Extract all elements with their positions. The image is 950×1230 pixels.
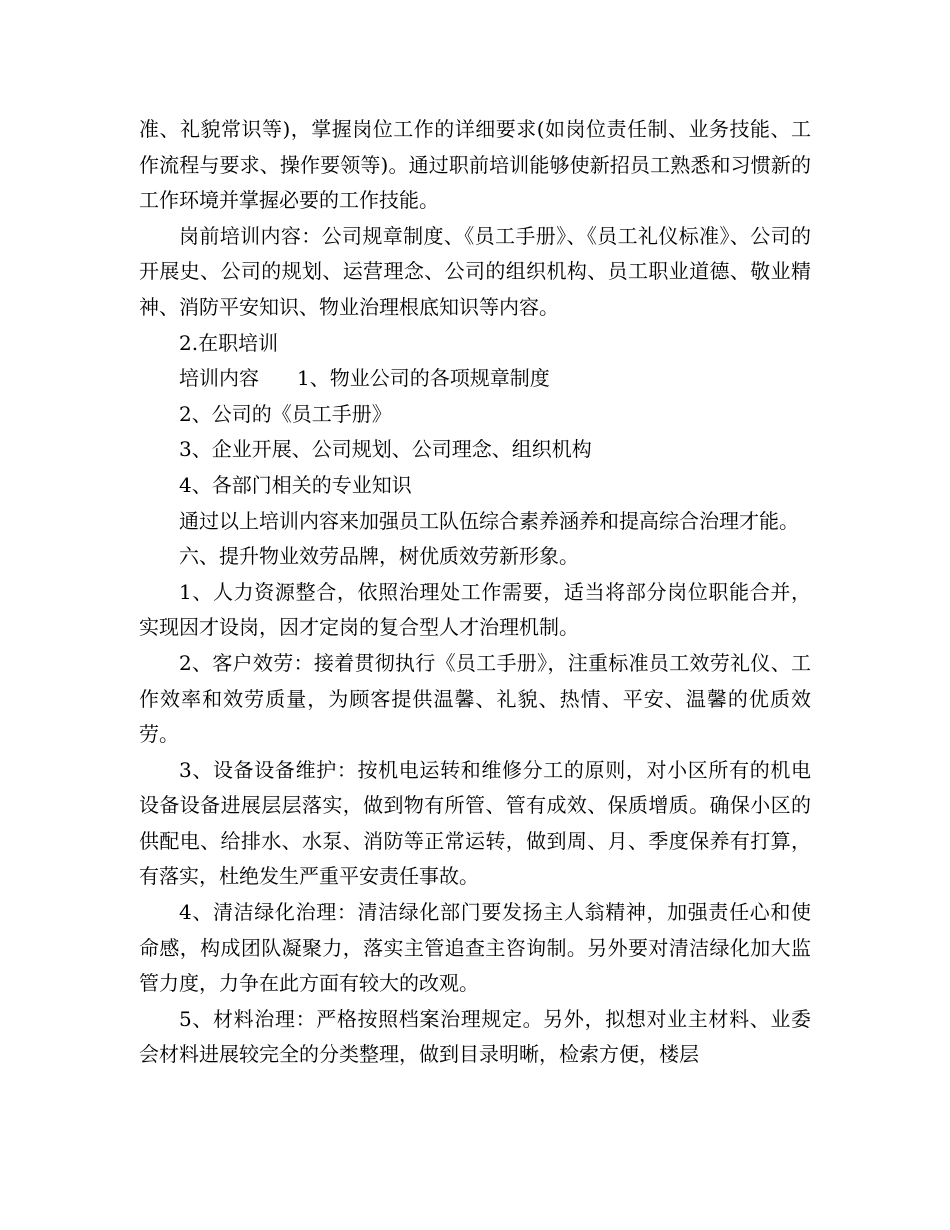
paragraph-training-summary: 通过以上培训内容来加强员工队伍综合素养涵养和提高综合治理才能。 [179, 508, 799, 533]
paragraph-hr-integration: 1、人力资源整合，依照治理处工作需要，适当将部分岗位职能合并，实现因才设岗，因才定岗的复合型人才治理机制。 [139, 579, 811, 640]
training-content-row [139, 361, 811, 397]
paragraph-materials-management: 5、材料治理：严格按照档案治理规定。另外，拟想对业主材料、业委会材料进展较完全的分类整理，做到目录明晰，检索方便，楼层 [139, 1006, 811, 1067]
section-heading-six: 六、提升物业效劳品牌，树优质效劳新形象。 [179, 544, 579, 569]
paragraph-equipment-maintenance: 3、设备设备维护：按机电运转和维修分工的原则，对小区所有的机电设备设备进展层层落实，做到物有所管、管有成效、保质增质。确保小区的供配电、给排水、水泵、消防等正常运转，做到周、月、季度保养有打算，有落实，杜绝发生严重平安责任事故。 [139, 757, 811, 889]
paragraph-cleaning-greening: 4、清洁绿化治理：清洁绿化部门要发扬主人翁精神，加强责任心和使命感，构成团队凝聚力，落实主管追查主咨询制。另外要对清洁绿化加大监管力度，力争在此方面有较大的改观。 [139, 900, 811, 996]
training-content-item-1: 1、物业公司的各项规章制度 [297, 366, 550, 391]
training-content-label: 培训内容 [179, 366, 259, 391]
document-body [139, 112, 811, 1073]
paragraph-pre-job-training: 岗前培训内容：公司规章制度、《员工手册》、《员工礼仪标准》、公司的开展史、公司的规划、运营理念、公司的组织机构、员工职业道德、敬业精神、消防平安知识、物业治理根底知识等内容。 [139, 223, 811, 319]
paragraph-continuation: 准、礼貌常识等)，掌握岗位工作的详细要求(如岗位责任制、业务技能、工作流程与要求、操作要领等)。通过职前培训能够使新招员工熟悉和习惯新的工作环境并掌握必要的工作技能。 [139, 117, 811, 213]
training-content-item-4: 4、各部门相关的专业知识 [179, 472, 412, 497]
training-content-item-3: 3、企业开展、公司规划、公司理念、组织机构 [179, 437, 592, 462]
heading-on-job-training: 2.在职培训 [179, 330, 279, 355]
training-content-item-2: 2、公司的《员工手册》 [179, 401, 392, 426]
paragraph-customer-service: 2、客户效劳：接着贯彻执行《员工手册》，注重标准员工效劳礼仪、工作效率和效劳质量，为顾客提供温馨、礼貌、热情、平安、温馨的优质效劳。 [139, 650, 811, 747]
